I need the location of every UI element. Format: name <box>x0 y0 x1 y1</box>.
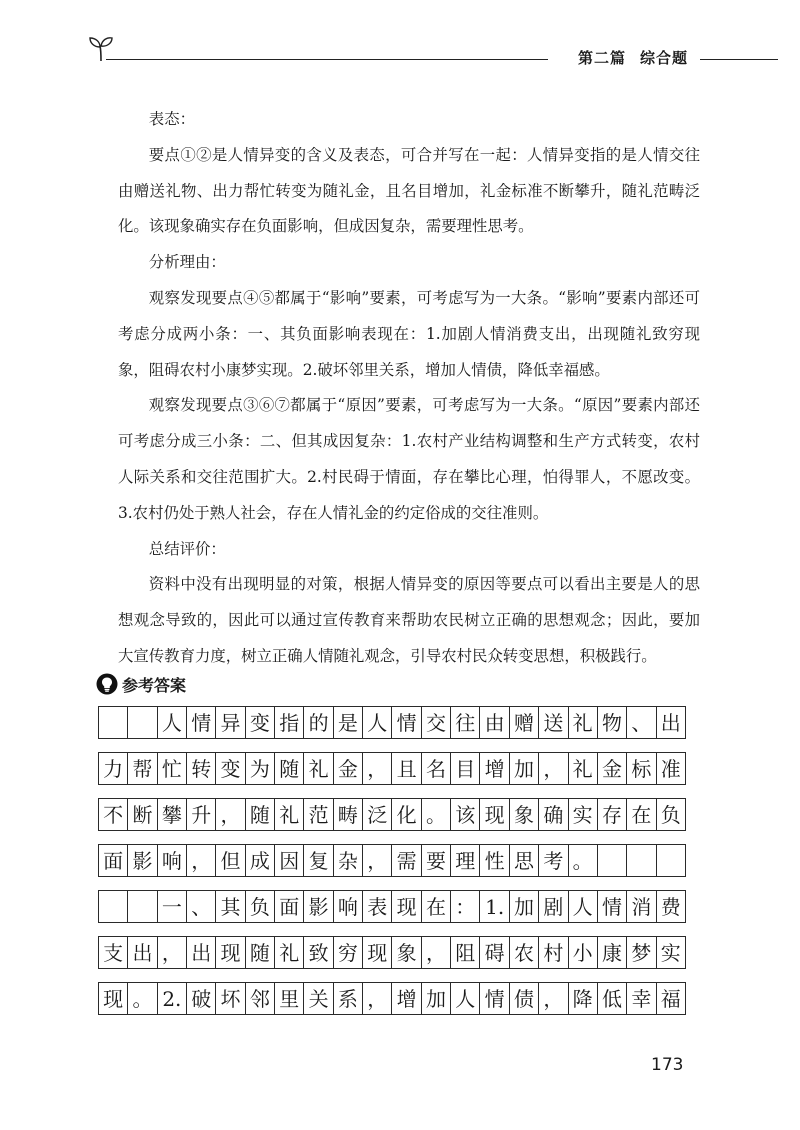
grid-cell: 影 <box>303 891 332 922</box>
grid-cell: 指 <box>274 707 303 738</box>
grid-cell: 、 <box>186 891 215 922</box>
grid-cell: 村 <box>538 937 567 968</box>
paragraph-summary: 资料中没有出现明显的对策，根据人情异变的原因等要点可以看出主要是人的思想观念导致的，因此可以通过宣传教育来帮助农民树立正确的思想观念；因此，要加大宣传教育力度，树立正确人情随礼观念，引导农村民众转变思想，积极践行。 <box>118 575 700 665</box>
grid-cell: 断 <box>127 799 156 830</box>
grid-cell: 为 <box>245 753 274 784</box>
grid-cell: 面 <box>103 848 124 873</box>
grid-cell: 畴 <box>333 799 362 830</box>
grid-cell: 康 <box>597 937 626 968</box>
grid-cell: 送 <box>538 707 567 738</box>
grid-cell: 出 <box>127 937 156 968</box>
grid-cell <box>626 845 655 876</box>
grid-cell: 现 <box>362 937 391 968</box>
grid-row <box>98 844 686 877</box>
grid-cell: ， <box>538 753 567 784</box>
grid-cell: 是 <box>333 707 362 738</box>
grid-cell: 随 <box>274 753 303 784</box>
answer-grid <box>98 706 686 1028</box>
grid-cell: 礼 <box>568 707 597 738</box>
grid-cell: 实 <box>568 799 597 830</box>
grid-cell: 象 <box>391 937 420 968</box>
grid-cell: 的 <box>303 707 332 738</box>
grid-cell <box>656 845 685 876</box>
page-header <box>88 34 778 74</box>
grid-cell: 情 <box>391 707 420 738</box>
paragraph-impact: 观察发现要点④⑤都属于“影响”要素，可考虑写为一大条。“影响”要素内部还可考虑分成两小条：一、其负面影响表现在：1.加剧人情消费支出，出现随礼致穷现象，阻碍农村小康梦实现。2.破坏邻里关系，增加人情债，降低幸福感。 <box>118 288 700 379</box>
header-section: 综合题 <box>639 49 688 67</box>
grid-cell: 。 <box>568 845 597 876</box>
grid-cell: 攀 <box>157 799 186 830</box>
grid-cell: 梦 <box>626 937 655 968</box>
grid-cell: 出 <box>186 937 215 968</box>
header-rule-left <box>106 59 548 60</box>
grid-cell: 准 <box>656 753 685 784</box>
grid-cell: 象 <box>509 799 538 830</box>
grid-cell: 实 <box>656 937 685 968</box>
grid-cell: 现 <box>479 799 508 830</box>
page-number: 173 <box>651 1055 684 1075</box>
grid-cell: 穷 <box>333 937 362 968</box>
grid-cell: 幸 <box>626 983 655 1014</box>
grid-cell: 碍 <box>479 937 508 968</box>
grid-cell: 人 <box>362 707 391 738</box>
grid-cell: ： <box>450 891 479 922</box>
grid-cell: ， <box>157 937 186 968</box>
grid-cell: 低 <box>597 983 626 1014</box>
grid-cell: 金 <box>597 753 626 784</box>
grid-cell: 里 <box>274 983 303 1014</box>
grid-cell: 因 <box>274 845 303 876</box>
grid-cell: 系 <box>333 983 362 1014</box>
grid-cell: 剧 <box>538 891 567 922</box>
grid-cell: 影 <box>127 845 156 876</box>
grid-cell: 礼 <box>274 799 303 830</box>
grid-cell: 降 <box>568 983 597 1014</box>
grid-cell: ， <box>421 937 450 968</box>
grid-cell: 杂 <box>333 845 362 876</box>
header-rule-right <box>700 59 778 60</box>
grid-cell: 礼 <box>274 937 303 968</box>
grid-cell: 。 <box>421 799 450 830</box>
header-part: 第二篇 <box>577 49 626 67</box>
grid-cell: 面 <box>274 891 303 922</box>
grid-cell <box>127 707 156 738</box>
grid-cell: 破 <box>186 983 215 1014</box>
grid-row <box>98 706 686 739</box>
grid-cell: 一 <box>157 891 186 922</box>
grid-cell: 忙 <box>157 753 186 784</box>
grid-cell: 情 <box>597 891 626 922</box>
grid-cell: 异 <box>215 707 244 738</box>
grid-cell: 泛 <box>362 799 391 830</box>
grid-row <box>98 982 686 1015</box>
grid-cell: 该 <box>450 799 479 830</box>
grid-cell: 考 <box>538 845 567 876</box>
lightbulb-icon <box>96 673 118 695</box>
reference-answer-heading <box>96 672 186 696</box>
grid-cell: 确 <box>538 799 567 830</box>
grid-cell: 金 <box>333 753 362 784</box>
grid-cell: 情 <box>186 707 215 738</box>
grid-cell: 人 <box>157 707 186 738</box>
grid-cell: 存 <box>597 799 626 830</box>
grid-cell: ， <box>362 845 391 876</box>
grid-cell: 关 <box>303 983 332 1014</box>
analysis-text <box>118 102 700 675</box>
grid-cell: 现 <box>103 986 124 1011</box>
grid-cell: 人 <box>450 983 479 1014</box>
grid-cell: 礼 <box>303 753 332 784</box>
grid-cell <box>597 845 626 876</box>
grid-cell: 但 <box>215 845 244 876</box>
grid-cell: 名 <box>421 753 450 784</box>
grid-cell: 现 <box>391 891 420 922</box>
grid-cell: 加 <box>421 983 450 1014</box>
grid-cell: 升 <box>186 799 215 830</box>
grid-cell: 变 <box>215 753 244 784</box>
grid-cell: 致 <box>303 937 332 968</box>
grid-cell: 范 <box>303 799 332 830</box>
grid-cell: 礼 <box>568 753 597 784</box>
grid-cell: 往 <box>450 707 479 738</box>
paragraph-stance: 要点①②是人情异变的含义及表态，可合并写在一起：人情异变指的是人情交往由赠送礼物、出力帮忙转变为随礼金，且名目增加，礼金标准不断攀升，随礼范畴泛化。该现象确实存在负面影响，但成因复杂，需要理性思考。 <box>118 145 700 236</box>
grid-cell: 福 <box>656 983 685 1014</box>
grid-cell: 赠 <box>509 707 538 738</box>
grid-cell: 性 <box>479 845 508 876</box>
grid-cell: 在 <box>626 799 655 830</box>
paragraph-causes: 观察发现要点③⑥⑦都属于“原因”要素，可考虑写为一大条。“原因”要素内部还可考虑分成三小条：二、但其成因复杂：1.农村产业结构调整和生产方式转变，农村人际关系和交往范围扩大。2.村民碍于情面，存在攀比心理，怕得罪人，不愿改变。3.农村仍处于熟人社会，存在人情礼金的约定俗成的交往准则。 <box>118 396 700 522</box>
grid-cell: 表 <box>362 891 391 922</box>
heading-reasons: 分析理由： <box>148 253 226 272</box>
grid-cell <box>99 707 127 738</box>
grid-cell: 加 <box>509 753 538 784</box>
grid-cell: 响 <box>333 891 362 922</box>
grid-cell: 不 <box>103 802 124 827</box>
grid-cell: 邻 <box>245 983 274 1014</box>
grid-cell: 需 <box>391 845 420 876</box>
grid-cell: 变 <box>245 707 274 738</box>
grid-row <box>98 890 686 923</box>
grid-cell <box>99 891 127 922</box>
grid-cell: 复 <box>303 845 332 876</box>
grid-cell: 出 <box>656 707 685 738</box>
grid-cell: 理 <box>450 845 479 876</box>
grid-cell: 现 <box>215 937 244 968</box>
grid-cell: 随 <box>245 799 274 830</box>
grid-cell: ， <box>186 845 215 876</box>
heading-summary: 总结评价： <box>148 539 226 558</box>
grid-cell: 情 <box>479 983 508 1014</box>
grid-cell: 增 <box>479 753 508 784</box>
grid-cell: 要 <box>421 845 450 876</box>
grid-cell: ， <box>362 753 391 784</box>
grid-cell: 坏 <box>215 983 244 1014</box>
grid-cell: 且 <box>391 753 420 784</box>
grid-cell: 帮 <box>127 753 156 784</box>
grid-cell: ， <box>362 983 391 1014</box>
grid-cell: 阻 <box>450 937 479 968</box>
grid-cell: 标 <box>626 753 655 784</box>
grid-cell: 、 <box>626 707 655 738</box>
grid-cell: 农 <box>509 937 538 968</box>
grid-cell: 负 <box>656 799 685 830</box>
grid-cell: 人 <box>568 891 597 922</box>
grid-row <box>98 752 686 785</box>
grid-cell: 2. <box>157 983 186 1014</box>
grid-cell: ， <box>538 983 567 1014</box>
grid-cell: 交 <box>421 707 450 738</box>
grid-cell: 支 <box>103 940 124 965</box>
grid-cell: 。 <box>127 983 156 1014</box>
grid-cell: 物 <box>597 707 626 738</box>
grid-cell: 化 <box>391 799 420 830</box>
grid-cell: 随 <box>245 937 274 968</box>
grid-cell: 增 <box>391 983 420 1014</box>
grid-cell: 债 <box>509 983 538 1014</box>
grid-cell: 负 <box>245 891 274 922</box>
heading-stance: 表态： <box>148 110 195 128</box>
grid-cell: 小 <box>568 937 597 968</box>
grid-row <box>98 936 686 969</box>
sprout-icon <box>88 34 114 62</box>
grid-cell: 目 <box>450 753 479 784</box>
grid-cell: 加 <box>509 891 538 922</box>
grid-cell: 在 <box>421 891 450 922</box>
grid-cell: 其 <box>215 891 244 922</box>
grid-cell: 1. <box>479 891 508 922</box>
reference-answer-title: 参考答案 <box>122 675 187 695</box>
grid-cell: 消 <box>626 891 655 922</box>
grid-cell: 费 <box>656 891 685 922</box>
grid-cell: 转 <box>186 753 215 784</box>
grid-cell <box>127 891 156 922</box>
grid-cell: 成 <box>245 845 274 876</box>
header-title <box>578 47 688 68</box>
grid-row <box>98 798 686 831</box>
grid-cell: ， <box>215 799 244 830</box>
grid-cell: 由 <box>479 707 508 738</box>
grid-cell: 响 <box>157 845 186 876</box>
grid-cell: 思 <box>509 845 538 876</box>
grid-cell: 力 <box>103 756 124 781</box>
